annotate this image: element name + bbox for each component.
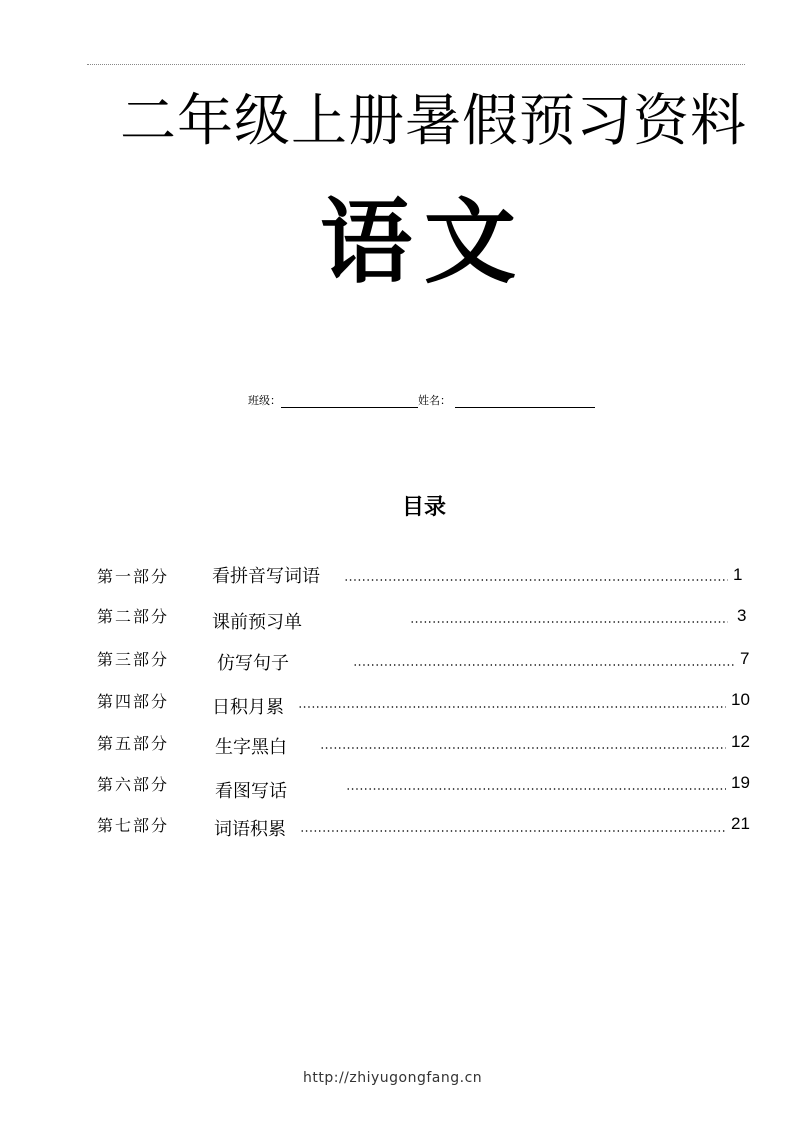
toc-part-label: 第七部分 [97,816,170,835]
toc-section-name: 日积月累 [212,697,284,718]
subject-title: 语文 [320,188,529,296]
name-label: 姓名： [418,394,451,407]
toc-page-number: 3 [737,606,747,625]
toc-section-name: 看拼音写词语 [212,566,320,587]
toc-entry [0,813,793,841]
toc-page-number: 12 [731,732,750,751]
toc-entry [0,730,793,758]
header-divider [87,64,745,65]
toc-section-name: 仿写句子 [217,653,289,674]
toc-entry [0,689,793,717]
toc-entry [0,647,793,675]
toc-section-name: 生字黑白 [215,737,287,758]
toc-part-label: 第五部分 [97,734,170,753]
toc-leader-dots [320,730,726,750]
class-label: 班级： [248,394,281,407]
toc-page-number: 7 [740,649,750,668]
student-info-line [248,388,595,408]
footer-url[interactable]: http://zhiyugongfang.cn [303,1070,483,1086]
toc-leader-dots [353,647,735,667]
toc-page-number: 21 [731,814,750,833]
toc-page-number: 10 [731,690,750,709]
toc-part-label: 第二部分 [97,607,170,626]
toc-entry [0,604,793,632]
toc-section-name: 词语积累 [214,819,286,840]
toc-entry [0,771,793,802]
toc-part-label: 第四部分 [97,692,170,711]
class-blank [281,393,418,408]
toc-leader-dots [344,562,728,582]
toc-part-label: 第一部分 [97,567,170,586]
name-blank [455,393,595,408]
toc-leader-dots [410,604,728,624]
toc-section-name: 看图写话 [215,781,287,802]
toc-heading: 目录 [402,494,447,519]
toc-part-label: 第三部分 [97,650,170,669]
toc-leader-dots [346,771,726,791]
toc-page-number: 19 [731,773,750,792]
toc-entry [0,562,793,590]
toc-page-number: 1 [733,565,743,584]
toc-leader-dots [300,813,726,833]
toc-section-name: 课前预习单 [212,612,302,633]
toc-part-label: 第六部分 [97,775,170,794]
toc-leader-dots [298,689,726,709]
document-title: 二年级上册暑假预习资料 [120,89,747,154]
